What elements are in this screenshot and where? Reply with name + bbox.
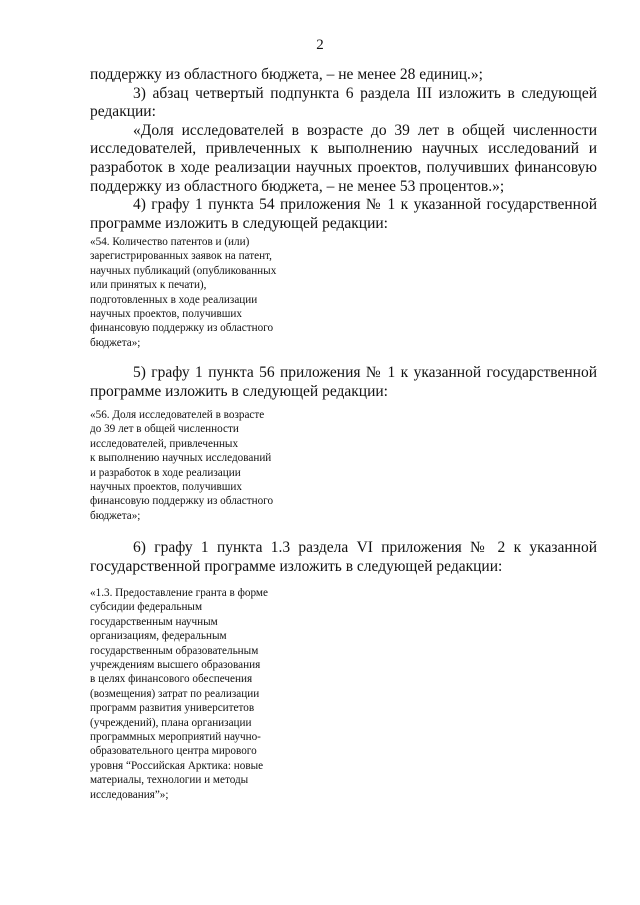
paragraph-continuation: поддержку из областного бюджета, – не менее 28 единиц.»; [90,66,483,83]
cell-line: бюджета»; [90,509,141,522]
cell-line: бюджета»; [90,336,141,349]
cell-line: финансовую поддержку из областного [90,322,274,335]
cell-line: зарегистрированных заявок на патент, [90,250,272,263]
cell-line: научных проектов, получивших [90,308,242,321]
table-cell-item-56 [90,408,325,523]
amendment-text-block [90,66,597,233]
page-number: 2 [316,37,324,53]
cell-line: (учреждений), плана организации [90,716,252,729]
cell-line: до 39 лет в общей численности [90,423,239,436]
table-cell-item-54 [90,235,325,350]
cell-line: в целях финансового обеспечения [90,673,253,686]
cell-line: «56. Доля исследователей в возрасте [90,409,265,421]
amendment-text-block [90,539,597,576]
cell-line: государственным образовательным [90,644,259,657]
paragraph-item-6: 6) графу 1 пункта 1.3 раздела VI приложения № 2 к указанной государственной программе изложить в следующей редакции: [90,539,597,575]
paragraph-item-3: 3) абзац четвертый подпункта 6 раздела III изложить в следующей редакции: [90,84,597,121]
cell-line: и разработок в ходе реализации [90,466,241,479]
cell-line: материалы, технологии и методы [90,774,249,787]
cell-line: или принятых к печати), [90,279,207,292]
cell-line: научных проектов, получивших [90,481,242,494]
cell-line: исследования”»; [90,788,169,801]
cell-line: программных мероприятий научно- [90,731,261,744]
amendment-text-block [90,364,597,401]
cell-line: «1.3. Предоставление гранта в форме [90,587,268,599]
cell-line: программ развития университетов [90,702,255,715]
paragraph-item-4: 4) графу 1 пункта 54 приложения № 1 к указанной государственной программе изложить в следующей редакции: [90,196,597,232]
cell-line: государственным научным [90,615,218,628]
cell-line: субсидии федеральным [90,601,203,614]
cell-line: учреждениям высшего образования [90,659,261,672]
cell-line: исследователей, привлеченных [90,437,239,450]
cell-line: научных публикаций (опубликованных [90,264,277,277]
cell-line: к выполнению научных исследований [90,452,272,465]
cell-line: подготовленных в ходе реализации [90,293,258,306]
cell-line: организациям, федеральным [90,630,227,643]
cell-line: финансовую поддержку из областного [90,495,274,508]
cell-line: «54. Количество патентов и (или) [90,236,250,248]
cell-line: (возмещения) затрат по реализации [90,687,260,700]
cell-line: уровня “Российская Арктика: новые [90,759,264,772]
paragraph-quote-share-researchers: «Доля исследователей в возрасте до 39 лет в общей численности исследователей, привлеченных к выполнению научных исследований и разработок в ходе реализации научных проектов, получивших финансовую поддержку из областного бюджета, – не менее 53 процентов.»; [90,121,597,195]
cell-line: образовательного центра мирового [90,745,257,758]
table-cell-item-1-3 [90,586,325,802]
paragraph-item-5: 5) графу 1 пункта 56 приложения № 1 к указанной государственной программе изложить в следующей редакции: [90,364,597,400]
